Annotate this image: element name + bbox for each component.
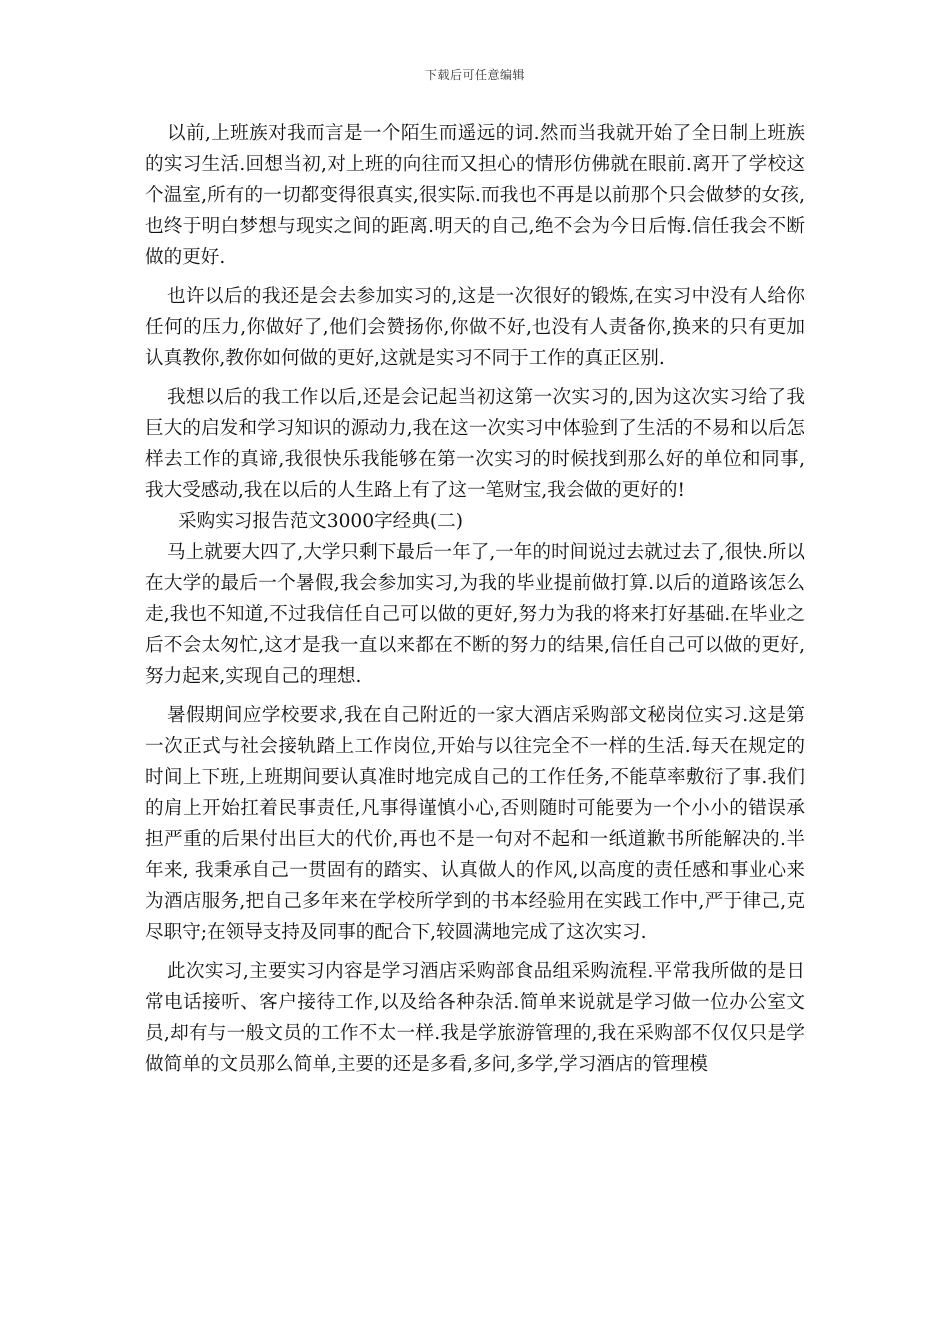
paragraph-2: 也许以后的我还是会去参加实习的,这是一次很好的锻炼,在实习中没有人给你任何的压力,你做好了,他们会赞扬你,你做不好,也没有人责备你,换来的只有更加认真教你,教你如何做的更好,这就是实习不同于工作的真正区别. <box>145 286 805 369</box>
page-header: 下载后可任意编辑 <box>424 68 525 82</box>
paragraph-6: 此次实习,主要实习内容是学习酒店采购部食品组采购流程.平常我所做的是日常电话接听、客户接待工作,以及给各种杂活.简单来说就是学习做一位办公室文员,却有与一般文员的工作不太一样.我是学旅游管理的,我在采购部不仅仅只是学做简单的文员那么简单,主要的还是多看,多问,多学,学习酒店的管理模 <box>145 961 805 1075</box>
document-body <box>145 118 805 1088</box>
paragraph-3: 我想以后的我工作以后,还是会记起当初这第一次实习的,因为这次实习给了我巨大的启发和学习知识的源动力,我在这一次实习中体验到了生活的不易和以后怎样去工作的真谛,我很快乐我能够在第一次实习的时候找到那么好的单位和同事,我大受感动,我在以后的人生路上有了这一笔财宝,我会做的更好的! <box>145 387 805 501</box>
paragraph-4: 马上就要大四了,大学只剩下最后一年了,一年的时间说过去就过去了,很快.所以在大学的最后一个暑假,我会参加实习,为我的毕业提前做打算.以后的道路该怎么走,我也不知道,不过我信任自己可以做的更好,努力为我的将来打好基础.在毕业之后不会太匆忙,这才是我一直以来都在不断的努力的结果,信任自己可以做的更好,努力起来,实现自己的理想. <box>145 542 805 687</box>
paragraph-5: 暑假期间应学校要求,我在自己附近的一家大酒店采购部文秘岗位实习.这是第一次正式与社会接轨踏上工作岗位,开始与以往完全不一样的生活.每天在规定的时间上下班,上班期间要认真准时地完成自己的工作任务,不能草率敷衍了事.我们的肩上开始扛着民事责任,凡事得谨慎小心,否则随时可能要为一个小小的错误承担严重的后果付出巨大的代价,再也不是一句对不起和一纸道歉书所能解决的.半年来, 我秉承自己一贯固有的踏实、认真做人的作风,以高度的责任感和事业心来为酒店服务,把自己多年来在学校所学到的书本经验用在实践工作中,严于律己,克尽职守;在领导支持及同事的配合下,较圆满地完成了这次实习. <box>145 705 805 943</box>
section-heading: 采购实习报告范文3000字经典(二) <box>178 511 463 532</box>
paragraph-1: 以前,上班族对我而言是一个陌生而遥远的词.然而当我就开始了全日制上班族的实习生活.回想当初,对上班的向往而又担心的情形仿佛就在眼前.离开了学校这个温室,所有的一切都变得很真实,很实际.而我也不再是以前那个只会做梦的女孩,也终于明白梦想与现实之间的距离.明天的自己,绝不会为今日后悔.信任我会不断做的更好. <box>145 123 805 268</box>
